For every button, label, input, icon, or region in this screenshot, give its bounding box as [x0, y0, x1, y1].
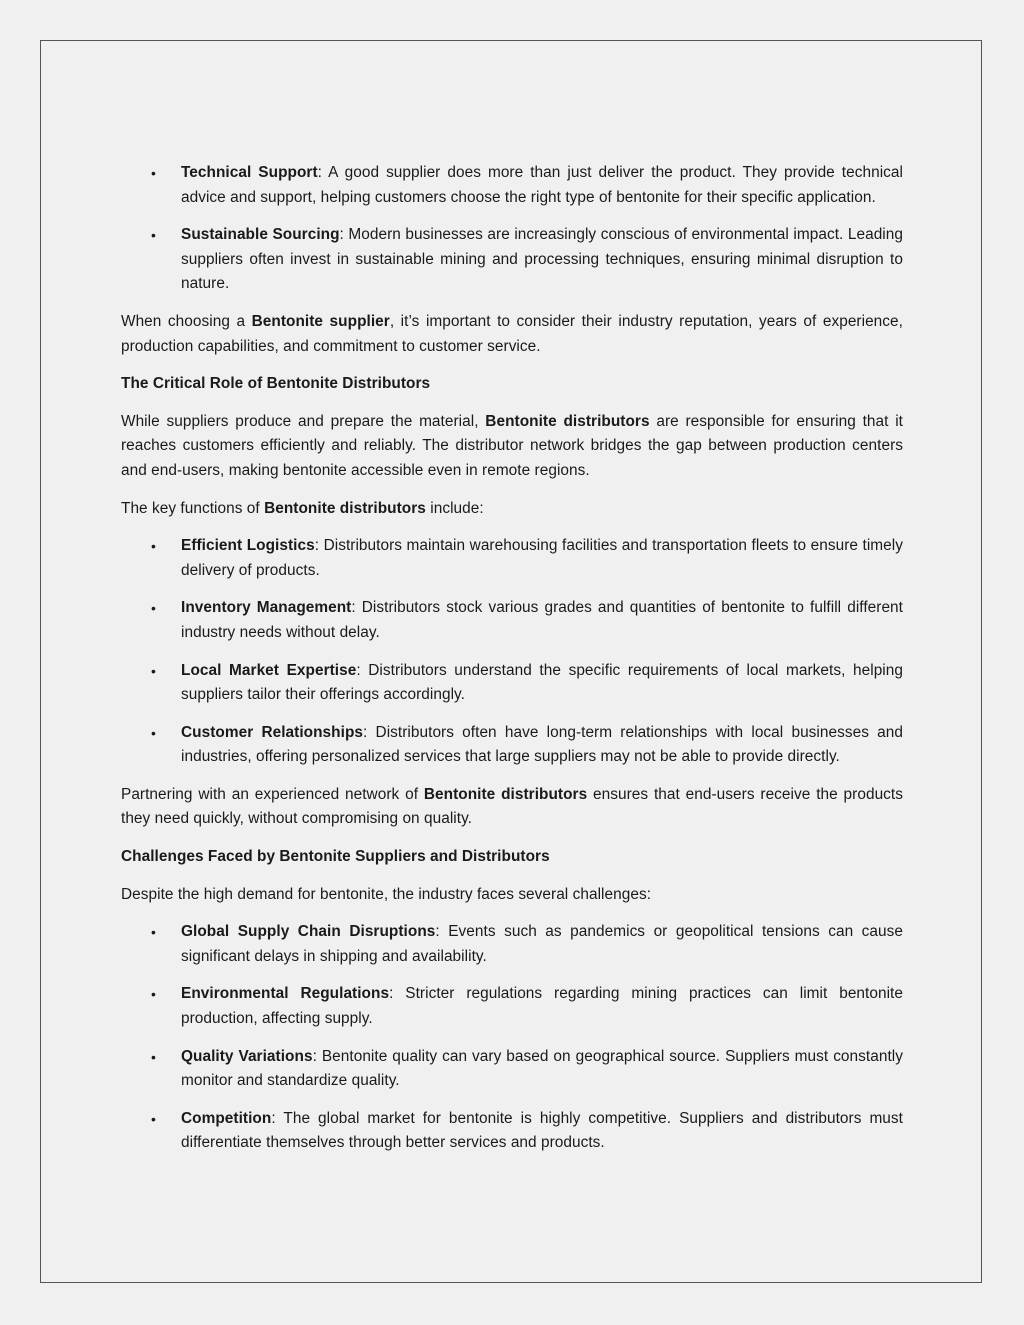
bullet-icon: •	[151, 600, 156, 617]
paragraph-partnering	[121, 783, 903, 832]
list-item-term: Competition	[181, 1109, 272, 1127]
paragraph-text: The key functions of	[121, 499, 265, 517]
list-item-term: Efficient Logistics	[181, 537, 315, 555]
page-content	[121, 161, 903, 1169]
list-item-text: : The global market for bentonite is highly competitive. Suppliers and distributors must differentiate themselves through better services and products.	[181, 1109, 903, 1152]
list-item	[121, 161, 903, 210]
list-item-term: Sustainable Sourcing	[181, 226, 340, 244]
paragraph-bold-term: Bentonite distributors	[264, 499, 426, 517]
bullet-icon: •	[151, 1110, 156, 1127]
paragraph-bold-term: Bentonite supplier	[251, 312, 390, 330]
list-item	[121, 1045, 903, 1094]
bullet-icon: •	[151, 538, 156, 555]
paragraph-bold-term: Bentonite distributors	[423, 785, 588, 803]
paragraph-distributor-role	[121, 410, 903, 484]
list-item	[121, 659, 903, 708]
list-item	[121, 920, 903, 969]
paragraph-text: are responsible for ensuring that it reaches customers efficiently and reliably. The distributor network bridges the gap between production centers and end-users, making bentonite accessible even in remote regions.	[121, 412, 903, 479]
list-item	[121, 596, 903, 645]
bullet-icon: •	[151, 227, 156, 244]
list-item-text: : Stricter regulations regarding mining practices can limit bentonite production, affecting supply.	[181, 985, 903, 1028]
paragraph-text: ensures that end-users receive the products they need quickly, without compromising on quality.	[121, 785, 903, 828]
list-item-text: : Distributors maintain warehousing facilities and transportation fleets to ensure timely delivery of products.	[181, 537, 904, 579]
paragraph-bold-term: Bentonite distributors	[485, 412, 650, 430]
list-item-term: Inventory Management	[181, 599, 352, 617]
distributor-functions-list	[121, 534, 903, 770]
list-item	[121, 534, 903, 583]
list-item-text: : A good supplier does more than just deliver the product. They provide technical advice and support, helping customers choose the right type of bentonite for their specific application.	[181, 164, 903, 206]
list-item-term: Quality Variations	[181, 1047, 313, 1065]
section-heading-distributors: The Critical Role of Bentonite Distributors	[121, 375, 431, 393]
list-item-term: Environmental Regulations	[181, 985, 390, 1003]
paragraph-text: When choosing a	[121, 312, 252, 330]
paragraph-key-functions	[121, 497, 903, 522]
paragraph-text: include:	[425, 499, 484, 517]
list-item-term: Global Supply Chain Disruptions	[181, 923, 436, 941]
bullet-icon: •	[151, 662, 156, 679]
bullet-icon: •	[151, 986, 156, 1003]
paragraph-text: Partnering with an experienced network of	[121, 785, 424, 803]
bullet-icon: •	[151, 924, 156, 941]
supplier-benefits-list	[121, 161, 903, 297]
challenges-list	[121, 920, 903, 1156]
paragraph-text: , it’s important to consider their industry reputation, years of experience, production capabilities, and commitment to customer service.	[121, 312, 903, 355]
list-item-text: : Bentonite quality can vary based on geographical source. Suppliers must constantly monitor and standardize quality.	[181, 1047, 903, 1090]
paragraph-text: While suppliers produce and prepare the material,	[121, 412, 486, 430]
bullet-icon: •	[151, 1048, 156, 1065]
list-item-term: Customer Relationships	[181, 723, 364, 741]
list-item-term: Technical Support	[181, 164, 318, 181]
list-item-text: : Distributors understand the specific requirements of local markets, helping suppliers tailor their offerings accordingly.	[181, 661, 903, 704]
list-item	[121, 721, 903, 770]
list-item-text: : Events such as pandemics or geopolitical tensions can cause significant delays in shipping and availability.	[181, 923, 904, 965]
list-item	[121, 1107, 903, 1156]
bullet-icon: •	[151, 165, 156, 181]
list-item-term: Local Market Expertise	[181, 661, 357, 679]
list-item-text: : Distributors often have long-term relationships with local businesses and industries, offering personalized services that large suppliers may not be able to provide directly.	[181, 723, 903, 766]
document-page	[40, 40, 982, 1283]
paragraph-choosing-supplier	[121, 310, 903, 359]
list-item	[121, 223, 903, 297]
bullet-icon: •	[151, 724, 156, 741]
section-heading-challenges: Challenges Faced by Bentonite Suppliers and Distributors	[121, 848, 550, 866]
paragraph-despite-demand: Despite the high demand for bentonite, the industry faces several challenges:	[121, 885, 652, 903]
list-item	[121, 982, 903, 1031]
list-item-text: : Modern businesses are increasingly conscious of environmental impact. Leading suppliers often invest in sustainable mining and processing techniques, ensuring minimal disruption to nature.	[181, 226, 903, 293]
list-item-text: : Distributors stock various grades and quantities of bentonite to fulfill different industry needs without delay.	[181, 599, 903, 641]
